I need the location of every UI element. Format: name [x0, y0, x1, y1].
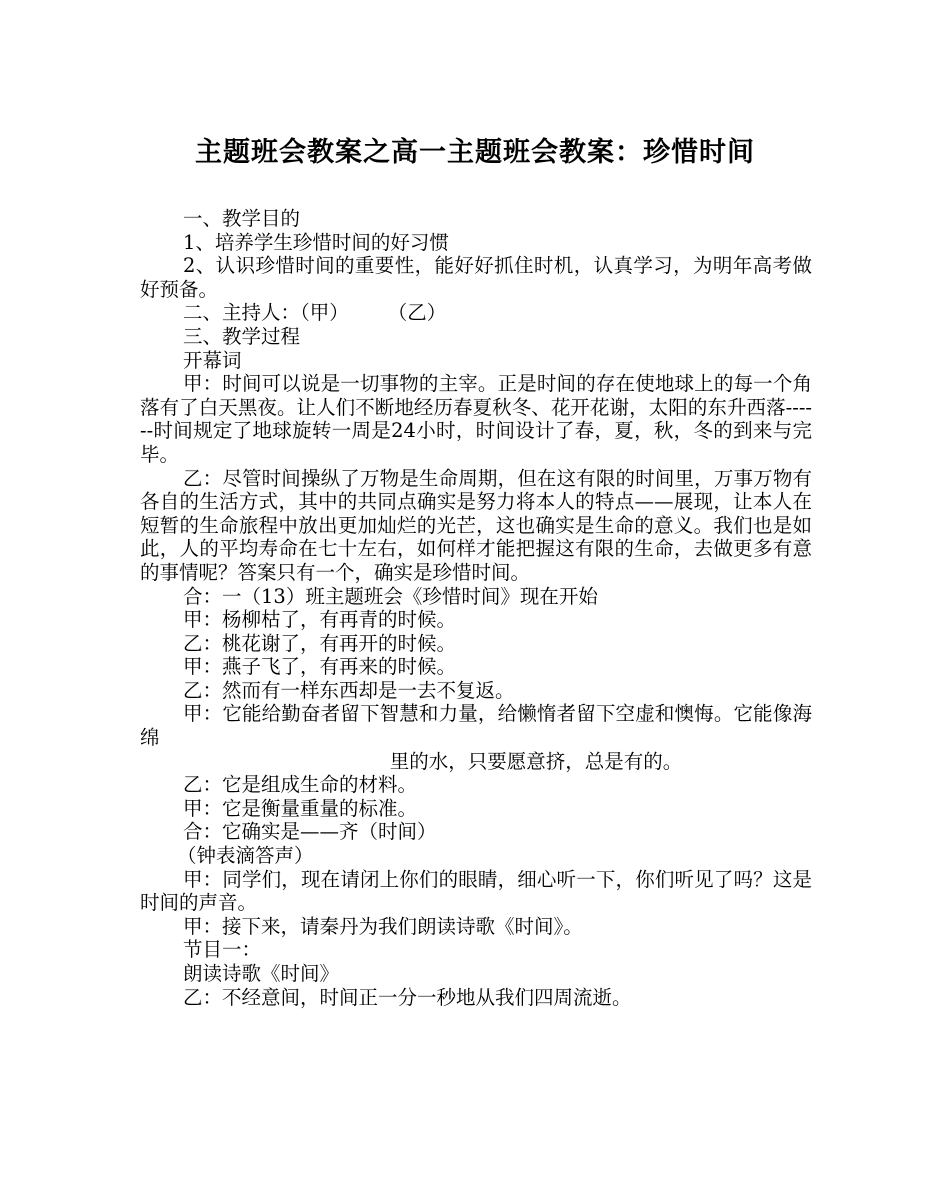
- paragraph: 朗读诗歌《时间》: [183, 962, 340, 985]
- paragraph: 2、认识珍惜时间的重要性，能好好抓住时机，认真学习，为明年高考做好预备。: [140, 254, 812, 301]
- paragraph: 三、教学过程: [183, 324, 301, 348]
- paragraph: 一、教学目的: [183, 207, 301, 230]
- paragraph: 甲：它能给勤奋者留下智慧和力量，给懒惰者留下空虚和懊悔。它能像海绵: [140, 702, 812, 750]
- paragraph: 乙：不经意间，时间正一分一秒地从我们四周流逝。: [183, 985, 632, 1009]
- paragraph: 乙：它是组成生命的材料。: [183, 773, 418, 797]
- paragraph: 甲：杨柳枯了，有再青的时候。: [183, 608, 457, 632]
- paragraph: 乙：然而有一样东西却是一去不复返。: [183, 678, 515, 702]
- paragraph: 二、主持人：（甲） （乙）: [183, 301, 447, 325]
- paragraph: 甲：同学们，现在请闭上你们的眼睛，细心听一下，你们听见了吗？这是时间的声音。: [140, 867, 812, 915]
- paragraph: 乙：桃花谢了，有再开的时候。: [183, 631, 457, 655]
- paragraph: 甲：时间可以说是一切事物的主宰。正是时间的存在使地球上的每一个角落有了白天黑夜。让人们不断地经历春夏秋冬、花开花谢，太阳的东升西落------时间规定了地球旋转一周是24小时，时间设计了春，夏，秋，冬的到来与完毕。: [140, 372, 812, 466]
- paragraph: 甲：燕子飞了，有再来的时候。: [183, 655, 457, 679]
- document-body: [140, 207, 812, 1009]
- paragraph: 乙：尽管时间操纵了万物是生命周期，但在这有限的时间里，万事万物有各自的生活方式，其中的共同点确实是努力将本人的特点——展现，让本人在短暂的生命旅程中放出更加灿烂的光芒，这也确实是生命的意义。我们也是如此，人的平均寿命在七十左右，如何样才能把握这有限的生命，去做更多有意的事情呢？答案只有一个，确实是珍惜时间。: [140, 466, 812, 584]
- paragraph: 甲：接下来，请秦丹为我们朗读诗歌《时间》。: [183, 914, 583, 938]
- paragraph: 开幕词: [183, 348, 242, 372]
- paragraph: 合：它确实是——齐（时间）: [183, 820, 437, 844]
- paragraph: （钟表滴答声）: [177, 844, 314, 868]
- paragraph: 甲：它是衡量重量的标准。: [183, 796, 418, 820]
- paragraph: 节目一：: [183, 938, 262, 962]
- document-title: 主题班会教案之高一主题班会教案：珍惜时间: [195, 137, 755, 168]
- paragraph: 1、培养学生珍惜时间的好习惯: [183, 230, 449, 254]
- paragraph: 合：一（13）班主题班会《珍惜时间》现在开始: [183, 584, 598, 608]
- paragraph: 里的水，只要愿意挤，总是有的。: [389, 749, 683, 773]
